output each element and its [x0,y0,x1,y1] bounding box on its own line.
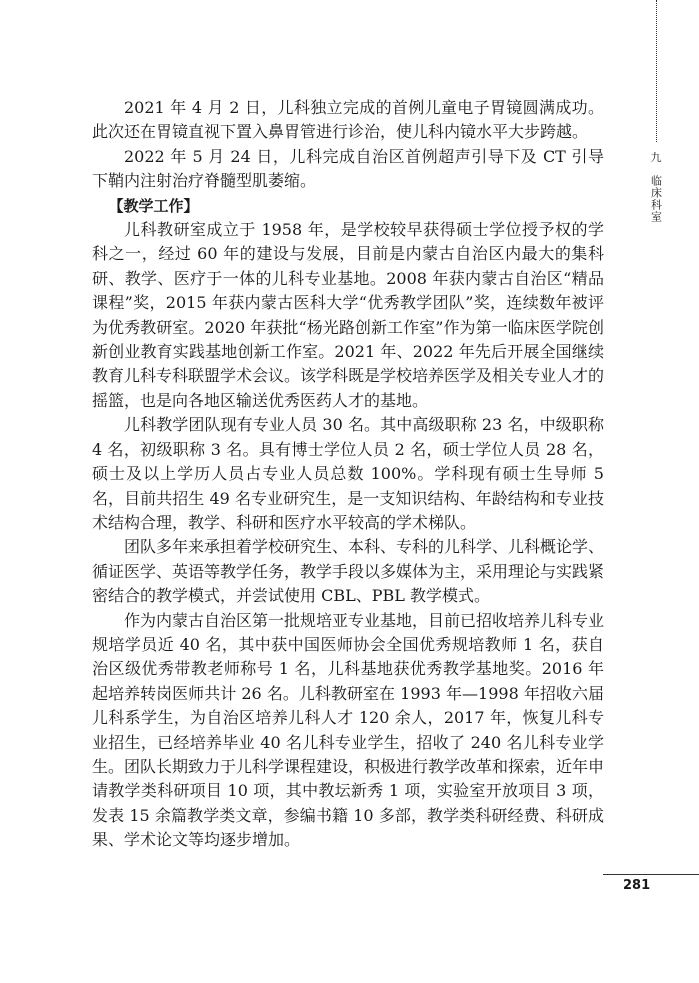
page-number-rule [603,874,699,893]
chapter-side-tab [644,150,668,223]
body-paragraph: 2022 年 5 月 24 日，儿科完成自治区首例超声引导下及 CT 引导下鞘内注射治疗脊髓型肌萎缩。 [92,146,604,191]
body-paragraph: 儿科教学团队现有专业人员 30 名。其中高级职称 23 名，中级职称 4 名，初级职称 3 名。具有博士学位人员 2 名，硕士学位人员 28 名，硕士及以上学历人员占专业人员总数 100%。学科现有硕士生导师 5 名，目前共招生 49 名专业研究生，是一支知识结构、年龄结构和专业技术结构合理，教学、科研和医疗水平较高的学术梯队。 [92,415,604,532]
body-paragraph: 2021 年 4 月 2 日，儿科独立完成的首例儿童电子胃镜圆满成功。此次还在胃镜直视下置入鼻胃管进行诊治，使儿科内镜水平大步跨越。 [92,98,604,142]
body-paragraph: 儿科教研室成立于 1958 年，是学校较早获得硕士学位授予权的学科之一，经过 60 年的建设与发展，目前是内蒙古自治区内最大的集科研、教学、医疗于一体的儿科专业基地。2008 年获内蒙古自治区“精品课程”奖，2015 年获内蒙古医科大学“优秀教学团队”奖，连续数年被评为优秀教研室。2020 年获批“杨光路创新工作室”作为第一临床医学院创新创业教育实践基地创新工作室。2021 年、2022 年先后开展全国继续教育儿科专科联盟学术会议。该学科既是学校培养医学及相关专业人才的摇篮，也是向各地区输送优秀医药人才的基地。 [92,220,605,410]
page-body [92,96,604,853]
body-paragraph: 作为内蒙古自治区第一批规培亚专业基地，目前已招收培养儿科专业规培学员近 40 名，其中获中国医师协会全国优秀规培教师 1 名，获自治区级优秀带教老师称号 1 名，儿科基地获优秀教学基地奖。2016 年起培养转岗医师共计 26 名。儿科教研室在 1993 年—1998 年招收六届儿科系学生，为自治区培养儿科人才 120 余人，2017 年，恢复儿科专业招生，已经培养毕业 40 名儿科专业学生，招收了 240 名儿科专业学生。团队长期致力于儿科学课程建设，积极进行教学改革和探索，近年申请教学类科研项目 10 项，其中教坛新秀 1 项，实验室开放项目 3 项，发表 15 余篇教学类文章，参编书籍 10 多部，教学类科研经费、科研成果、学术论文等均逐步增加。 [92,610,605,850]
chapter-number: 九 [650,151,662,164]
body-paragraph: 团队多年来承担着学校研究生、本科、专科的儿科学、儿科概论学、循证医学、英语等教学任务，教学手段以多媒体为主，采用理论与实践紧密结合的教学模式，并尝试使用 CBL、PBL 教学模式。 [92,537,605,606]
section-heading: 【教学工作】 [108,196,199,215]
page-number: 281 [623,878,651,893]
side-tab-dotted-line [656,0,657,142]
chapter-name: 临床科室 [649,175,663,223]
